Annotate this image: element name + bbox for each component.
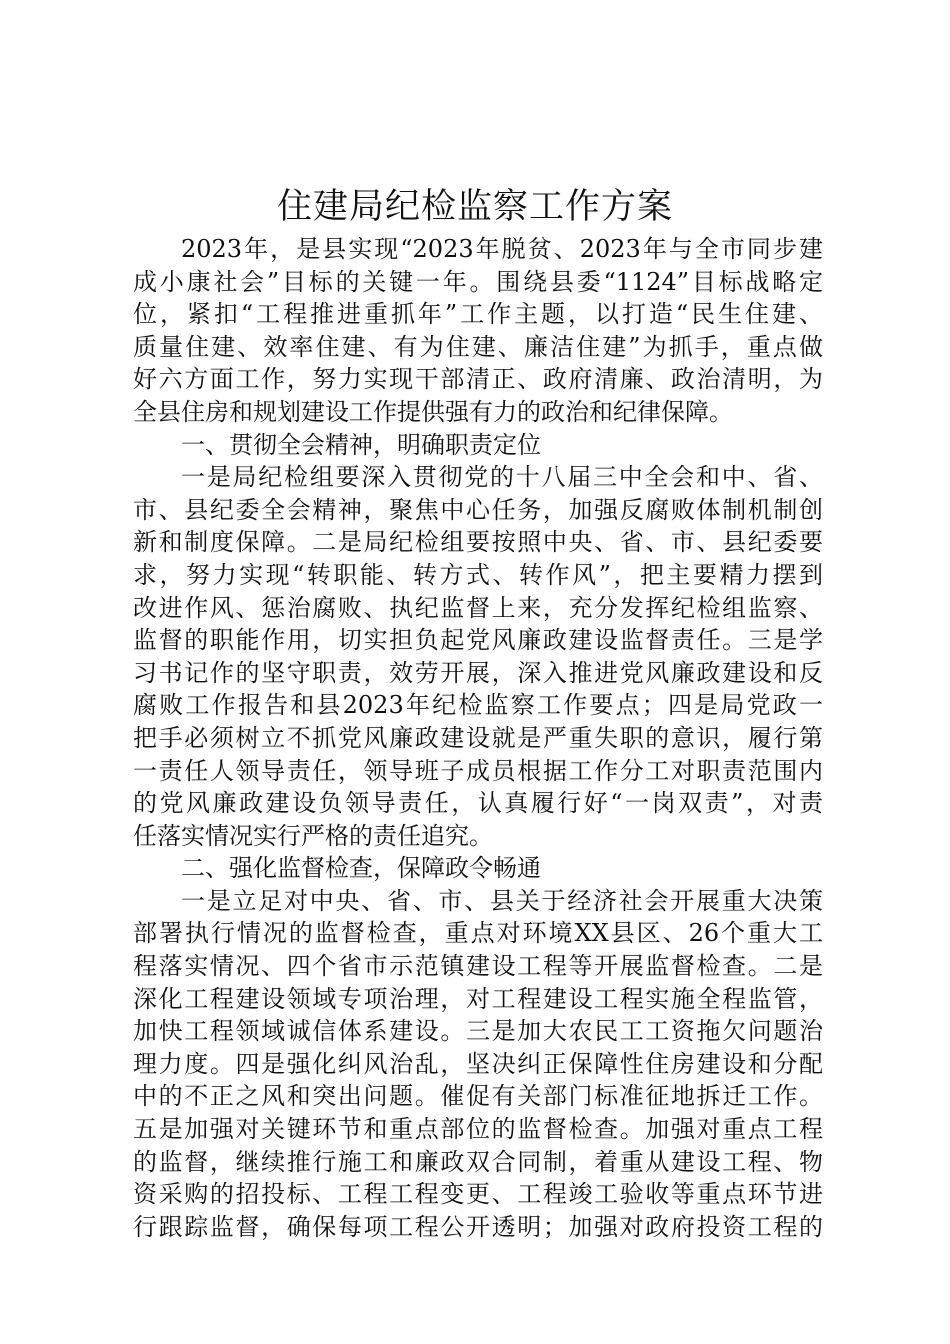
document-title: 住建局纪检监察工作方案	[276, 187, 673, 227]
text-line: 腐败工作报告和县2023年纪检监察工作要点；四是局党政一	[133, 691, 823, 720]
text-line: 一是局纪检组要深入贯彻党的十八届三中全会和中、省、	[181, 463, 823, 492]
text-line: 市、县纪委全会精神，聚焦中心任务，加强反腐败体制机制创	[133, 495, 823, 524]
text-line: 把手必须树立不抓党风廉政建设就是严重失职的意识，履行第	[133, 723, 823, 752]
text-line: 理力度。四是强化纠风治乱，坚决纠正保障性住房建设和分配	[133, 1049, 823, 1078]
text-line: 的党风廉政建设负领导责任，认真履行好“一岗双责”，对责	[133, 789, 823, 818]
text-line: 成小康社会”目标的关键一年。围绕县委“1124”目标战略定	[133, 267, 823, 296]
document-body	[133, 233, 823, 1243]
text-line: 一责任人领导责任，领导班子成员根据工作分工对职责范围内	[133, 756, 823, 785]
text-line: 加快工程领域诚信体系建设。三是加大农民工工资拖欠问题治	[133, 1017, 823, 1046]
text-line: 任落实情况实行严格的责任追究。	[133, 821, 493, 850]
text-line: 2023年，是县实现“2023年脱贫、2023年与全市同步建	[181, 235, 823, 263]
text-line: 质量住建、效率住建、有为住建、廉洁住建”为抓手，重点做	[133, 332, 823, 361]
text-line: 监督的职能作用，切实担负起党风廉政建设监督责任。三是学	[133, 626, 823, 655]
section-heading: 二、强化监督检查，保障政令畅通	[181, 854, 541, 883]
text-line: 的监督，继续推行施工和廉政双合同制，着重从建设工程、物	[133, 1147, 823, 1176]
text-line: 深化工程建设领域专项治理，对工程建设工程实施全程监管，	[133, 984, 823, 1013]
text-line: 五是加强对关键环节和重点部位的监督检查。加强对重点工程	[133, 1115, 823, 1144]
text-line: 新和制度保障。二是局纪检组要按照中央、省、市、县纪委要	[133, 528, 823, 557]
text-line: 程落实情况、四个省市示范镇建设工程等开展监督检查。二是	[133, 952, 823, 981]
text-line: 部署执行情况的监督检查，重点对环境XX县区、26个重大工	[133, 919, 823, 948]
text-line: 习书记作的坚守职责，效劳开展，深入推进党风廉政建设和反	[133, 658, 823, 687]
text-line: 一是立足对中央、省、市、县关于经济社会开展重大决策	[181, 886, 823, 915]
text-line: 位，紧扣“工程推进重抓年”工作主题，以打造“民生住建、	[133, 300, 823, 329]
text-line: 资采购的招投标、工程工程变更、工程竣工验收等重点环节进	[133, 1180, 823, 1209]
text-line: 全县住房和规划建设工作提供强有力的政治和纪律保障。	[133, 397, 733, 426]
section-heading: 一、贯彻全会精神，明确职责定位	[181, 430, 541, 459]
text-line: 好六方面工作，努力实现干部清正、政府清廉、政治清明，为	[133, 365, 823, 394]
text-line: 中的不正之风和突出问题。催促有关部门标准征地拆迁工作。	[133, 1082, 823, 1111]
text-line: 求，努力实现“转职能、转方式、转作风”，把主要精力摆到	[133, 560, 823, 589]
text-line: 行跟踪监督，确保每项工程公开透明；加强对政府投资工程的	[133, 1212, 823, 1241]
text-line: 改进作风、惩治腐败、执纪监督上来，充分发挥纪检组监察、	[133, 593, 823, 622]
